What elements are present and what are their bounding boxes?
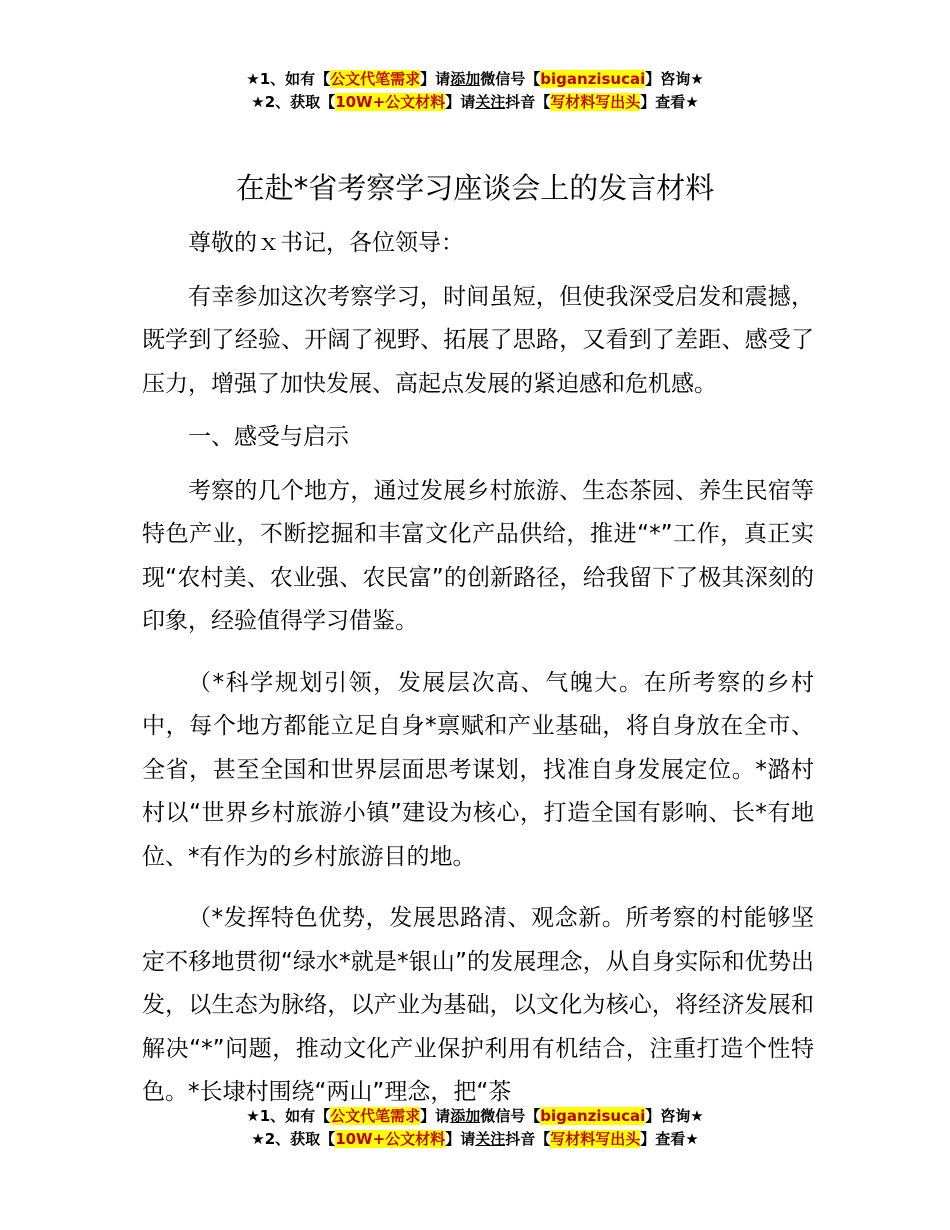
banner-text: 抖音【	[505, 93, 551, 111]
banner-text: 微信号【	[480, 70, 541, 88]
banner-line-1	[0, 68, 950, 91]
banner-text: 】请	[420, 70, 451, 88]
banner-line-1	[0, 1105, 950, 1128]
footer-banner	[0, 1105, 950, 1151]
header-banner	[0, 68, 950, 114]
banner-text: 微信号【	[480, 1107, 541, 1125]
banner-highlight: 10W+公文材料	[335, 1130, 446, 1148]
banner-underlined: 关注	[475, 1130, 506, 1148]
banner-underlined: 添加	[450, 70, 481, 88]
banner-text: ★1、如有【	[246, 70, 331, 88]
banner-text: 】请	[445, 1130, 476, 1148]
banner-highlight: biganzisucai	[540, 1107, 646, 1125]
paragraph: （*发挥特色优势，发展思路清、观念新。所考察的村能够坚定不移地贯彻“绿水*就是*银山”的发展理念，从自身实际和优势出发，以生态为脉络，以产业为基础，以文化为核心，将经济发展和解决“*”问题，推动文化产业保护利用有机结合，注重打造个性特色。*长埭村围绕“两山”理念，把“茶	[142, 905, 814, 1105]
banner-highlight: 写材料写出头	[550, 1130, 641, 1148]
banner-text: 】请	[445, 93, 476, 111]
paragraph: 有幸参加这次考察学习，时间虽短，但使我深受启发和震撼，既学到了经验、开阔了视野、拓展了思路，又看到了差距、感受了压力，增强了加快发展、高起点发展的紧迫感和危机感。	[142, 283, 814, 397]
banner-text: 抖音【	[505, 1130, 551, 1148]
banner-line-2	[0, 91, 950, 114]
banner-text: 】咨询★	[645, 70, 704, 88]
document-body	[142, 222, 814, 1115]
banner-text: 】咨询★	[645, 1107, 704, 1125]
banner-text: 】查看★	[640, 1130, 699, 1148]
banner-highlight: 写材料写出头	[550, 93, 641, 111]
banner-underlined: 添加	[450, 1107, 481, 1125]
banner-highlight: biganzisucai	[540, 70, 646, 88]
banner-text: 】查看★	[640, 93, 699, 111]
banner-highlight: 10W+公文材料	[335, 93, 446, 111]
banner-text: ★1、如有【	[246, 1107, 331, 1125]
banner-text: 】请	[420, 1107, 451, 1125]
banner-text: ★2、获取【	[251, 1130, 336, 1148]
banner-highlight: 公文代笔需求	[330, 70, 421, 88]
paragraph: 考察的几个地方，通过发展乡村旅游、生态茶园、养生民宿等特色产业，不断挖掘和丰富文化产品供给，推进“*”工作，真正实现“农村美、农业强、农民富”的创新路径，给我留下了极其深刻的印象，经验值得学习借鉴。	[142, 477, 814, 634]
document-title: 在赴*省考察学习座谈会上的发言材料	[235, 171, 715, 205]
banner-underlined: 关注	[475, 93, 506, 111]
paragraph: （*科学规划引领，发展层次高、气魄大。在所考察的乡村中，每个地方都能立足自身*禀赋和产业基础，将自身放在全市、全省，甚至全国和世界层面思考谋划，找准自身发展定位。*潞村村以“世界乡村旅游小镇”建设为核心，打造全国有影响、长*有地位、*有作为的乡村旅游目的地。	[142, 669, 814, 870]
banner-text: ★2、获取【	[251, 93, 336, 111]
salutation: 尊敬的ｘ书记，各位领导：	[188, 230, 464, 256]
banner-line-2	[0, 1128, 950, 1151]
section-heading: 一、感受与启示	[188, 424, 349, 450]
banner-highlight: 公文代笔需求	[330, 1107, 421, 1125]
